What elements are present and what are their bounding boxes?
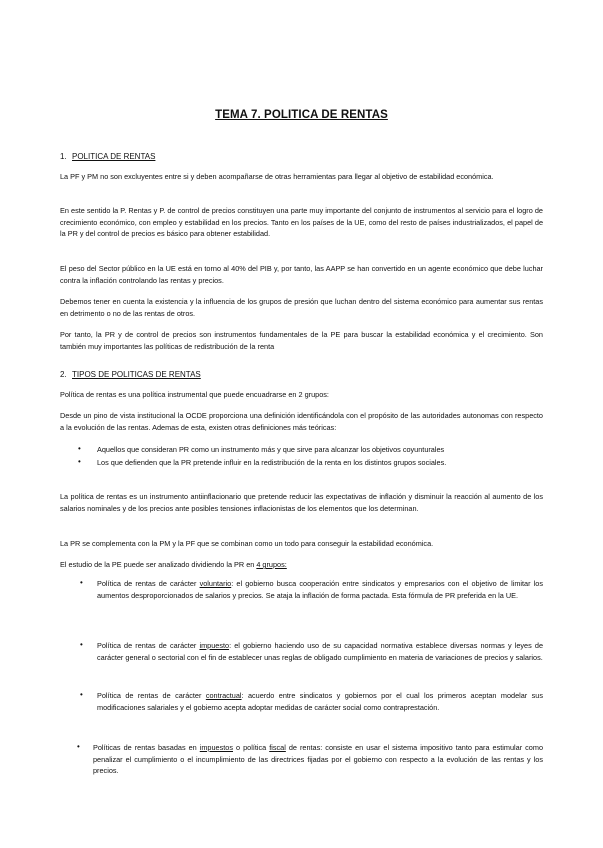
bullet-icon: • [80,640,83,649]
section-2-number: 2. [60,370,67,379]
page-title: TEMA 7. POLITICA DE RENTAS [215,109,388,121]
list-item: Los que defienden que la PR pretende influir en la redistribución de la renta en los distintos grupos sociales. [97,458,447,467]
item-underlined: impuesto [199,641,230,650]
section-2-heading [60,370,201,379]
classification-intro-text: El estudio de la PE puede ser analizado dividiendo la PR en [60,560,257,569]
paragraph: Por tanto, la PR y de control de precios son instrumentos fundamentales de la PE para buscar la estabilidad económica y el crecimiento. Son también muy importantes las políticas de redistribución de la renta [60,330,543,351]
item-text: : acuerdo entre sindicatos y gobiernos por el cual los primeros aceptan modelar sus modificaciones salariales y el gobierno acepta adoptar medidas de carácter social como contraprestación. [97,691,544,712]
item-underlined: fiscal [269,743,286,752]
list-item: Aquellos que consideran PR como un instrumento más y que sirve para alcanzar los objetivos coyunturales [97,445,445,454]
item-text: Política de rentas de carácter [97,579,200,588]
section-1-heading-text: POLITICA DE RENTAS [72,152,156,161]
item-text: Política de rentas de carácter [97,641,200,650]
paragraph: La PF y PM no son excluyentes entre si y deben acompañarse de otras herramientas para llegar al objetivo de estabilidad económica. [60,172,494,181]
paragraph: El peso del Sector público en la UE está en torno al 40% del PIB y, por tanto, las AAPP se han convertido en un agente económico que debe luchar contra la inflación controlando las rentas y precios. [60,264,543,285]
classification-intro [60,559,543,571]
list-item [97,640,543,663]
bullet-icon: • [78,444,81,453]
list-item [97,690,543,713]
section-1-heading [60,152,155,161]
paragraph: Política de rentas es una política instrumental que puede encuadrarse en 2 grupos: [60,390,329,399]
paragraph: En este sentido la P. Rentas y P. de control de precios constituyen una parte muy importante del conjunto de instrumentos al servicio para el logro de crecimiento económico, con empleo y estabilidad en los precios. Tanto en los países de la UE, como del resto de países industrializados, el papel de la PR y del control de precios es básico para obtener estabilidad. [60,206,543,239]
item-text: Políticas de rentas basadas en [93,743,200,752]
bullet-icon: • [80,578,83,587]
list-item [97,578,543,601]
item-text: de rentas: consiste en usar el sistema impositivo tanto para estimular como penalizar el cumplimiento o el incumplimiento de las directrices fijadas por el gobierno con respecto a la evolución de las rentas y los precios. [93,743,543,776]
item-text: Política de rentas de carácter [97,691,206,700]
bullet-icon: • [78,457,81,466]
item-text: : el gobierno haciendo uso de su capacidad normativa establece diversas normas y leyes de carácter general o sectorial con el fin de establecer unas reglas de obligado cumplimiento en materia de variaciones de precios y salarios. [97,641,544,662]
item-text: : el gobierno busca cooperación entre sindicatos y empresarios con el objetivo de limitar los aumentos desproporcionados de salarios y precios. Se ataja la inflación de forma pactada. Esta fórmula de PR preferida en la UE. [97,579,544,600]
section-2-heading-text: TIPOS DE POLITICAS DE RENTAS [72,370,201,379]
bullet-icon: • [80,690,83,699]
item-underlined: voluntario [199,579,232,588]
section-1-number: 1. [60,152,67,161]
item-underlined: contractual [205,691,242,700]
classification-intro-underlined: 4 grupos: [256,560,287,569]
paragraph: La política de rentas es un instrumento antiinflacionario que pretende reducir las expectativas de inflación y disminuir la reacción al aumento de los salarios nominales y de los precios ante posibles tensiones inflacionistas de los elementos que los determinan. [60,492,543,513]
paragraph: La PR se complementa con la PM y la PF que se combinan como un todo para conseguir la estabilidad económica. [60,539,434,548]
bullet-icon: • [77,742,80,751]
item-underlined: impuestos [199,743,233,752]
paragraph: Desde un pino de vista institucional la OCDE proporciona una definición identificándola con el propósito de las autoridades autonomas con respecto a la evolución de las rentas. Ademas de esta, existen otras definiciones más teóricas: [60,411,543,432]
list-item [93,742,543,777]
item-text: o política [233,743,270,752]
paragraph: Debemos tener en cuenta la existencia y la influencia de los grupos de presión que luchan dentro del sistema económico para aumentar sus rentas en detrimento o no de las rentas de otros. [60,297,543,318]
